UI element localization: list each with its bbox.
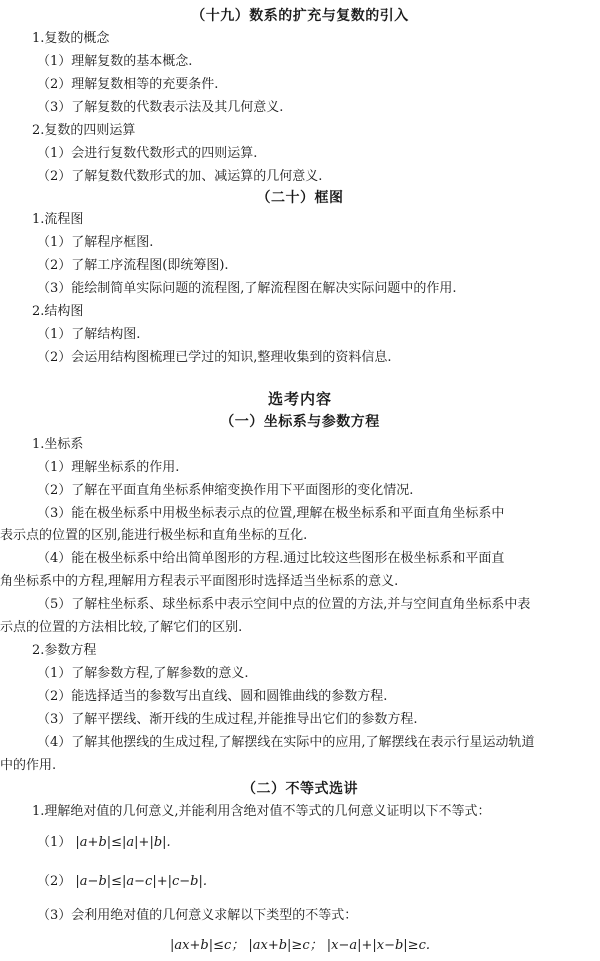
subsection-title: 1.理解绝对值的几何意义,并能利用含绝对值不等式的几何意义证明以下不等式：	[32, 804, 491, 819]
list-item: （2）会运用结构图梳理已学过的知识,整理收集到的资料信息.	[37, 350, 392, 365]
formula: |a−b|≤|a−c|+|c−b|.	[75, 874, 208, 889]
list-item: （3）会利用绝对值的几何意义求解以下类型的不等式：	[37, 908, 358, 923]
formula: |ax+b|≤c； |ax+b|≥c； |x−a|+|x−b|≥c.	[170, 938, 430, 953]
list-item: （1）了解结构图.	[37, 327, 141, 342]
list-item: （4）能在极坐标系中给出简单图形的方程.通过比较这些图形在极坐标系和平面直	[37, 551, 505, 566]
list-item: （1）理解坐标系的作用.	[37, 460, 180, 475]
list-item: （2）理解复数相等的充要条件.	[37, 77, 219, 92]
list-label: （1）	[37, 835, 72, 850]
list-item: （2）了解在平面直角坐标系伸缩变换作用下平面图形的变化情况.	[37, 483, 414, 498]
list-item: （1）了解参数方程,了解参数的意义.	[37, 666, 249, 681]
formula-line	[37, 833, 600, 853]
elective-heading: 选考内容	[267, 390, 332, 408]
subsection-title: 1.流程图	[32, 212, 84, 227]
subsection-title: 2.参数方程	[32, 643, 97, 658]
list-item: （1）了解程序框图.	[37, 235, 154, 250]
list-item: （5）了解柱坐标系、球坐标系中表示空间中点的位置的方法,并与空间直角坐标系中表	[37, 597, 531, 612]
list-label: （2）	[37, 874, 72, 889]
list-item-continuation: 表示点的位置的区别,能进行极坐标和直角坐标的互化.	[0, 528, 308, 543]
subsection-title: 2.复数的四则运算	[32, 123, 136, 138]
subsection-title: 1.复数的概念	[32, 31, 110, 46]
section-heading: （二十）框图	[256, 190, 344, 206]
list-item: （2）能选择适当的参数写出直线、圆和圆锥曲线的参数方程.	[37, 689, 388, 704]
subsection-title: 2.结构图	[32, 304, 84, 319]
list-item: （3）能绘制简单实际问题的流程图,了解流程图在解决实际问题中的作用.	[37, 281, 457, 296]
list-item: （1）会进行复数代数形式的四则运算.	[37, 146, 258, 161]
list-item: （4）了解其他摆线的生成过程,了解摆线在实际中的应用,了解摆线在表示行星运动轨道	[37, 735, 535, 750]
list-item: （1）理解复数的基本概念.	[37, 54, 193, 69]
formula-line	[37, 872, 600, 892]
list-item: （2）了解复数代数形式的加、减运算的几何意义.	[37, 169, 323, 184]
list-item: （3）能在极坐标系中用极坐标表示点的位置,理解在极坐标系和平面直角坐标系中	[37, 506, 505, 521]
list-item: （3）了解复数的代数表示法及其几何意义.	[37, 100, 284, 115]
section-heading: （十九）数系的扩充与复数的引入	[191, 8, 409, 24]
section-heading: （二）不等式选讲	[242, 781, 358, 797]
list-item-continuation: 中的作用.	[0, 758, 57, 773]
list-item: （2）了解工序流程图(即统筹图).	[37, 258, 229, 273]
subsection-title: 1.坐标系	[32, 437, 84, 452]
section-heading: （一）坐标系与参数方程	[220, 414, 380, 430]
list-item: （3）了解平摆线、渐开线的生成过程,并能推导出它们的参数方程.	[37, 712, 418, 727]
formula: |a+b|≤|a|+|b|.	[75, 835, 171, 850]
list-item-continuation: 示点的位置的方法相比较,了解它们的区别.	[0, 620, 243, 635]
list-item-continuation: 角坐标系中的方程,理解用方程表示平面图形时选择适当坐标系的意义.	[0, 574, 399, 589]
